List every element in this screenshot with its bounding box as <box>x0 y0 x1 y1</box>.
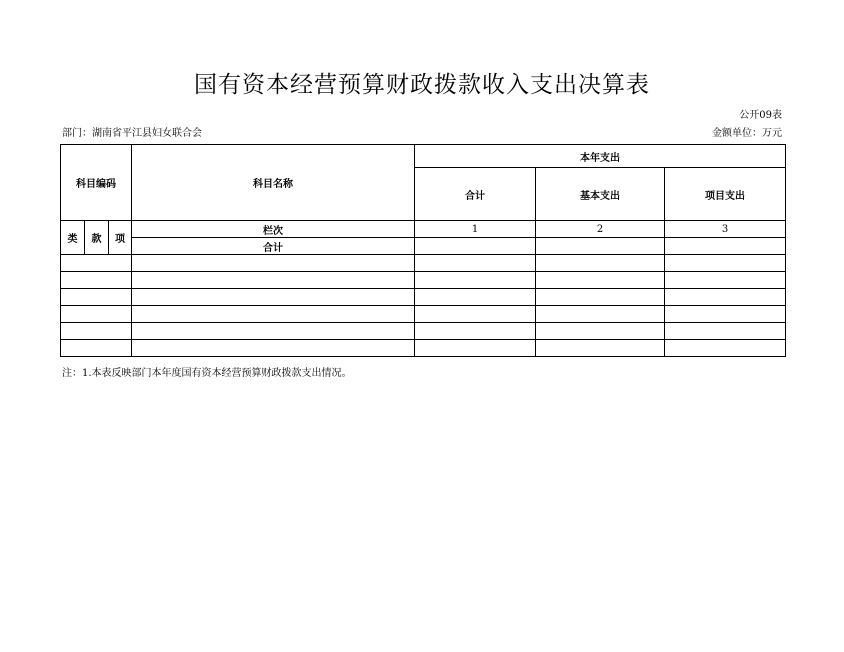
row-total <box>415 323 536 340</box>
row-name <box>132 289 415 306</box>
row-name <box>132 323 415 340</box>
page-title: 国有资本经营预算财政拨款收入支出决算表 <box>194 72 650 98</box>
row-project <box>665 255 786 272</box>
row-project <box>665 340 786 357</box>
table-row <box>61 323 786 340</box>
total-row-project <box>665 238 786 255</box>
form-code: 公开09表 <box>739 110 782 121</box>
row-basic <box>536 323 665 340</box>
column-number-row <box>61 221 786 238</box>
amount-unit-label: 金额单位：万元 <box>712 128 782 139</box>
column-number-3: 3 <box>665 221 786 238</box>
item-header: 项 <box>109 221 132 255</box>
project-expenditure-header: 项目支出 <box>665 168 786 221</box>
row-total <box>415 306 536 323</box>
table-row <box>61 306 786 323</box>
row-basic <box>536 340 665 357</box>
footnote: 注：1.本表反映部门本年度国有资本经营预算财政拨款支出情况。 <box>62 368 352 379</box>
row-basic <box>536 289 665 306</box>
section-header: 款 <box>85 221 109 255</box>
total-row-label: 合计 <box>132 238 415 255</box>
row-name <box>132 272 415 289</box>
total-row-basic <box>536 238 665 255</box>
table-row <box>61 255 786 272</box>
basic-expenditure-header: 基本支出 <box>536 168 665 221</box>
expenditure-table <box>60 144 786 357</box>
category-header: 类 <box>61 221 85 255</box>
total-row-total <box>415 238 536 255</box>
row-code <box>61 272 132 289</box>
row-basic <box>536 306 665 323</box>
row-total <box>415 340 536 357</box>
row-name <box>132 255 415 272</box>
row-project <box>665 272 786 289</box>
header-row-1 <box>61 145 786 168</box>
total-header: 合计 <box>415 168 536 221</box>
table-row <box>61 289 786 306</box>
column-number-2: 2 <box>536 221 665 238</box>
row-project <box>665 289 786 306</box>
row-name <box>132 306 415 323</box>
row-code <box>61 306 132 323</box>
column-number-label: 栏次 <box>132 221 415 238</box>
table-row <box>61 272 786 289</box>
row-code <box>61 289 132 306</box>
subject-name-header: 科目名称 <box>132 145 415 221</box>
column-number-1: 1 <box>415 221 536 238</box>
row-code <box>61 255 132 272</box>
row-basic <box>536 255 665 272</box>
department-label: 部门：湖南省平江县妇女联合会 <box>62 128 202 139</box>
row-name <box>132 340 415 357</box>
row-code <box>61 323 132 340</box>
subject-code-header: 科目编码 <box>61 145 132 221</box>
row-project <box>665 323 786 340</box>
row-total <box>415 272 536 289</box>
total-row <box>61 238 786 255</box>
current-year-expenditure-header: 本年支出 <box>415 145 786 168</box>
table-row <box>61 340 786 357</box>
row-basic <box>536 272 665 289</box>
row-code <box>61 340 132 357</box>
row-total <box>415 255 536 272</box>
row-total <box>415 289 536 306</box>
row-project <box>665 306 786 323</box>
